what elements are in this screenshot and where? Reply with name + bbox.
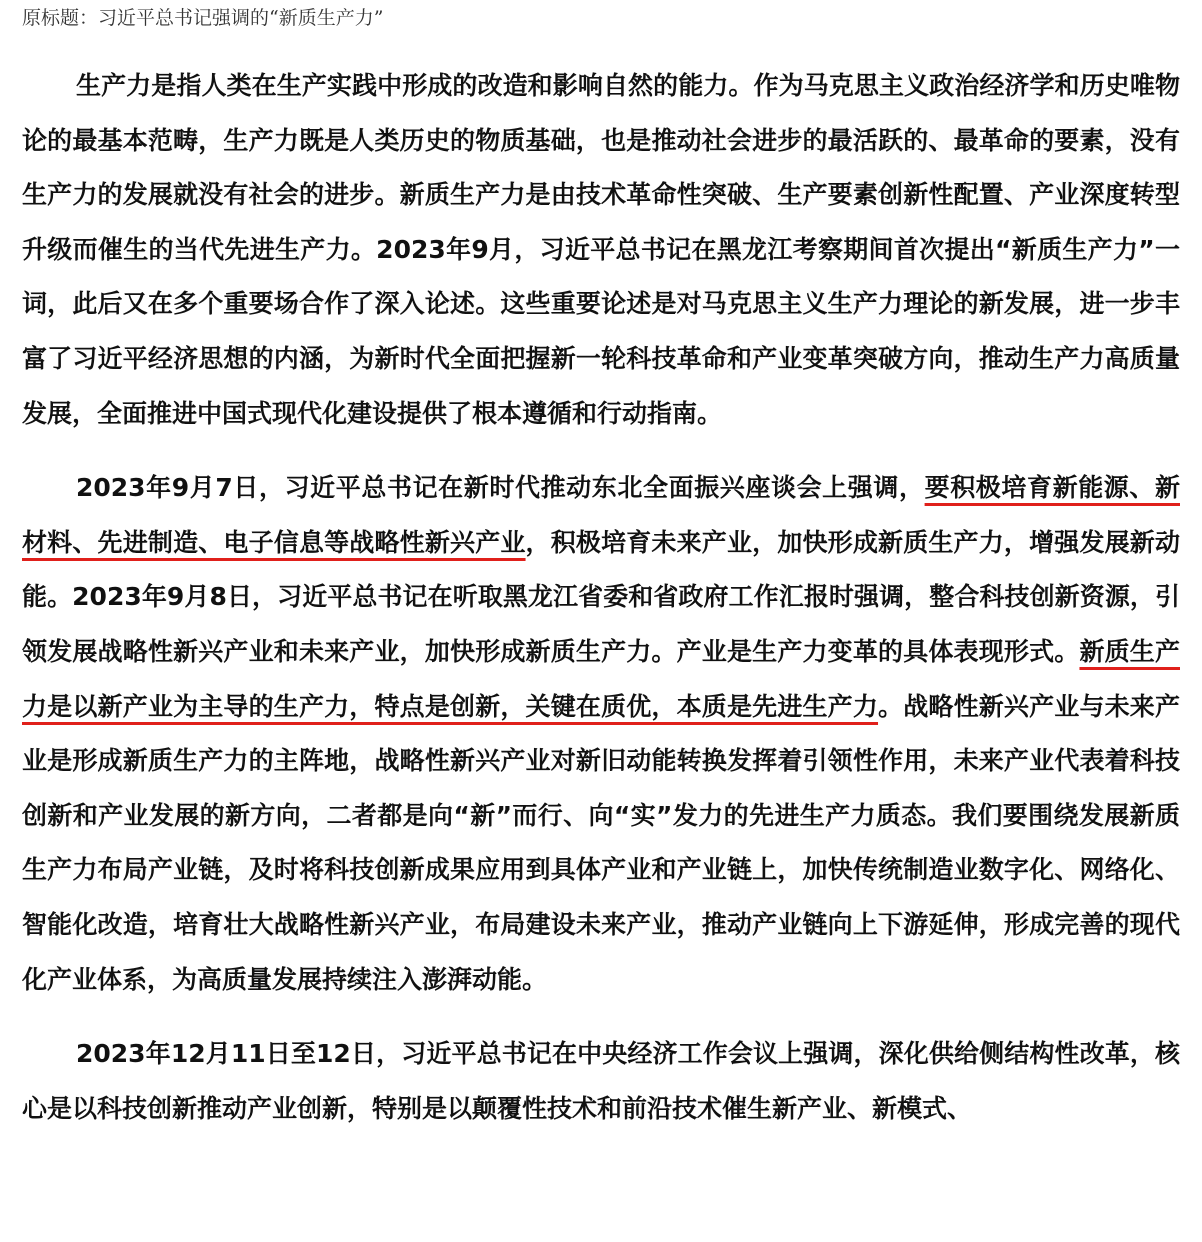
text-segment: ，积极培育未来产业，加快形成新质生产力，增强发展新动能。2023年9月8日，习近平总书记在听取黑龙江省委和省政府工作汇报时强调，整合科技创新资源，引领发展战略性新兴产业和未来产业，加快形成新质生产力。产业是生产力变革的具体表现形式。 (22, 527, 1180, 666)
text-segment: 。战略性新兴产业与未来产业是形成新质生产力的主阵地，战略性新兴产业对新旧动能转换发挥着引领性作用，未来产业代表着科技创新和产业发展的新方向，二者都是向“新”而行、向“实”发力的先进生产力质态。我们要围绕发展新质生产力布局产业链，及时将科技创新成果应用到具体产业和产业链上，加快传统制造业数字化、网络化、智能化改造，培育壮大战略性新兴产业，布局建设未来产业，推动产业链向上下游延伸，形成完善的现代化产业体系，为高质量发展持续注入澎湃动能。 (22, 691, 1180, 994)
text-segment: 生产力是指人类在生产实践中形成的改造和影响自然的能力。作为马克思主义政治经济学和历史唯物论的最基本范畴，生产力既是人类历史的物质基础，也是推动社会进步的最活跃的、最革命的要素，没有生产力的发展就没有社会的进步。新质生产力是由技术革命性突破、生产要素创新性配置、产业深度转型升级而催生的当代先进生产力。2023年9月，习近平总书记在黑龙江考察期间首次提出“新质生产力”一词，此后又在多个重要场合作了深入论述。这些重要论述是对马克思主义生产力理论的新发展，进一步丰富了习近平经济思想的内涵，为新时代全面把握新一轮科技革命和产业变革突破方向，推动生产力高质量发展，全面推进中国式现代化建设提供了根本遵循和行动指南。 (22, 71, 1180, 428)
paragraph-1 (22, 59, 1180, 441)
original-title: 原标题：习近平总书记强调的“新质生产力” (22, 7, 384, 29)
paragraph-3 (22, 1027, 1180, 1136)
highlighted-text: 要积极培育新能源、新材料、先进制造、电子信息等战略性新兴产业 (22, 473, 1180, 557)
highlighted-text: 新质生产力是以新产业为主导的生产力，特点是创新，关键在质优，本质是先进生产力 (22, 636, 1180, 721)
text-segment: 2023年9月7日，习近平总书记在新时代推动东北全面振兴座谈会上强调， (76, 473, 925, 503)
paragraph-2 (22, 461, 1180, 1007)
text-segment: 2023年12月11日至12日，习近平总书记在中央经济工作会议上强调，深化供给侧结构性改革，核心是以科技创新推动产业创新，特别是以颠覆性技术和前沿技术催生新产业、新模式、 (22, 1039, 1180, 1123)
